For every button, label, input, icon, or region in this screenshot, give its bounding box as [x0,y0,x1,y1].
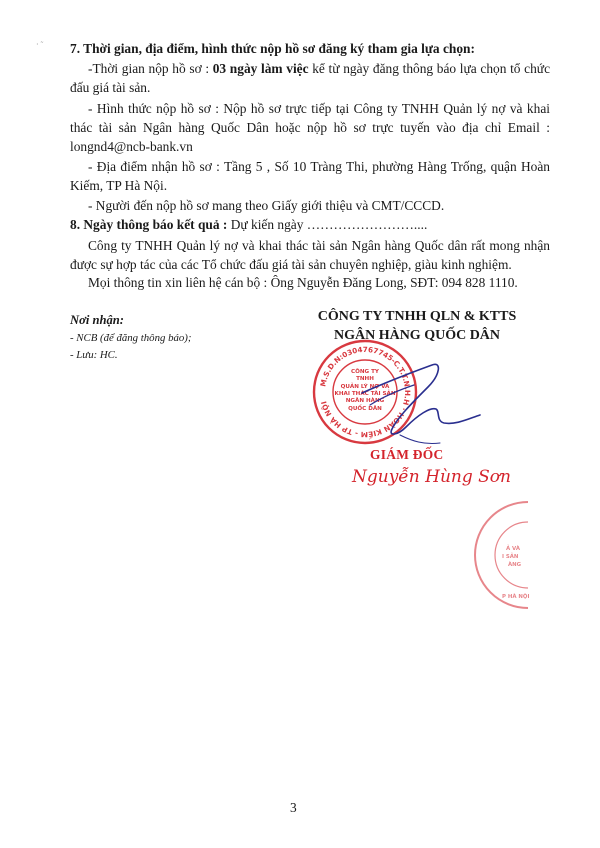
stamp-line-2: TNHH [356,376,374,382]
svg-text:I SẢN: I SẢN [502,554,519,560]
stamp-line-4: KHAI THÁC TÀI SẢN [334,391,396,397]
stamp-line-5: NGÂN HÀNG [345,398,385,404]
receivers-title: Nơi nhận: [70,313,125,327]
stamp-line-1: CÔNG TY [351,369,379,375]
stamp-ring-text: M.S.D.N:0304767745-C.T.T.N.H.H · HOÀN KIẾM - TP HÀ NỘI [318,344,413,440]
section-7-title: 7. Thời gian, địa điểm, hình thức nộp hồ sơ đăng ký tham gia lựa chọn: [70,41,475,56]
closing-paragraph-1: Công ty TNHH Quản lý nợ và khai thác tài sản Ngân hàng Quốc dân rất mong nhận được sự hợp tác của các Tổ chức đấu giá tài sản chuyên nghiệp, giàu kinh nghiệm. [70,238,550,272]
svg-text:P HÀ NỘI: P HÀ NỘI [502,594,530,600]
stamp-line-3: QUẢN LÝ NỢ VÀ [340,384,390,390]
svg-text:Ả VÀ: Ả VÀ [506,546,521,552]
scan-speck: · ˜ [36,40,44,49]
director-signature [340,345,490,455]
section-8 [70,215,427,234]
submission-time-suffix: kể từ ngày đăng thông báo lựa chọn tổ chức đấu giá tài sản. [70,61,551,95]
stamp-line-6: QUỐC DÂN [348,406,382,412]
submission-time-prefix: -Thời gian nộp hồ sơ : [88,61,213,76]
receiver-item-archive: - Lưu: HC. [70,349,118,361]
company-name-line-1: CÔNG TY TNHH QLN & KTTS [317,309,517,324]
director-name: Nguyễn Hùng Sơn [352,467,511,487]
submission-location: - Địa điểm nhận hồ sơ : Tầng 5 , Số 10 Tràng Thi, phường Hàng Trống, quận Hoàn Kiếm, TP Hà Nội. [70,159,550,193]
closing-paragraph-2: Mọi thông tin xin liên hệ cán bộ : Ông Nguyễn Đăng Long, SĐT: 094 828 1110. [88,275,518,290]
section-8-title: 8. Ngày thông báo kết quả : [70,217,228,232]
seam-stamp [472,500,528,610]
svg-text:ÀNG: ÀNG [508,562,522,568]
receiver-item-ncb: - NCB (để đăng thông báo); [70,332,192,344]
submission-time-bold: 03 ngày làm việc [212,61,309,76]
submission-time [70,59,550,97]
submission-form: - Hình thức nộp hồ sơ : Nộp hồ sơ trực tiếp tại Công ty TNHH Quản lý nợ và khai thác tài sản Ngân hàng Quốc Dân hoặc nộp hồ sơ trực tuyến vào địa chỉ Email : longnd4@ncb-bank.vn [70,101,550,154]
director-title: GIÁM ĐỐC [370,447,444,462]
submission-documents: - Người đến nộp hồ sơ mang theo Giấy giới thiệu và CMT/CCCD. [88,198,445,213]
company-name-line-2: NGÂN HÀNG QUỐC DÂN [333,328,501,343]
section-8-value: Dự kiến ngày …………………….... [227,217,428,232]
page-number: 3 [290,800,297,815]
